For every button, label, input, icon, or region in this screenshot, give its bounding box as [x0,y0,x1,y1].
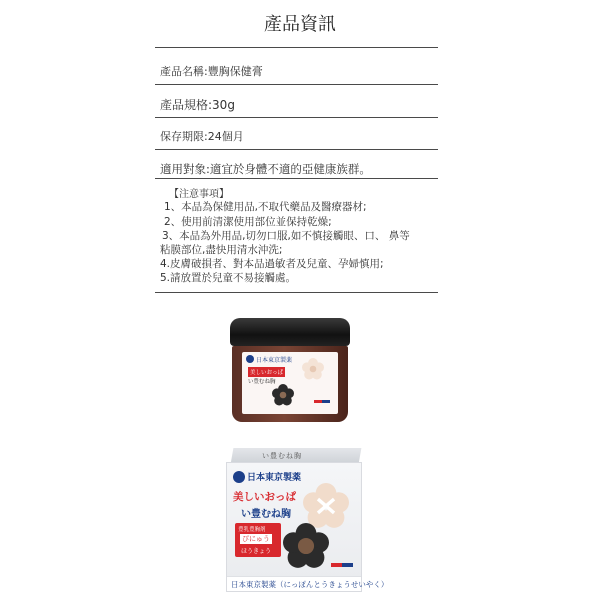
jar-title-tag: 美しいおっぱ [248,367,285,377]
product-spec: 產品規格:30g [160,98,235,112]
notice-line: 3、本品為外用品,切勿口服,如不慎接觸眼、口、 鼻等 [162,230,410,242]
box-bottom-band [227,576,389,591]
red-label-line-1: 豊乳豊胸剤 [238,527,266,533]
jar-label [242,352,338,414]
flag-stripe [331,563,353,567]
divider [155,47,438,48]
notice-line: 粘膜部位,盡快用清水沖洗; [160,244,283,256]
shelf-life: 保存期限:24個月 [160,130,244,143]
flower-icon [302,358,324,380]
product-jar-image [228,318,352,422]
divider [155,292,438,293]
notice-heading: 【注意事項】 [169,189,229,200]
page-title: 產品資訊 [264,14,336,35]
box-title: 美しいおっぱ [233,491,296,503]
notice-line: 1、本品為保健用品,不取代藥品及醫療器材; [164,201,367,213]
notice-line: 2、使用前清潔使用部位並保持乾燥; [164,216,332,228]
jar-body [232,346,348,422]
brand-seal-icon [233,471,245,483]
notice-line: 4.皮膚破損者、對本品過敏者及兒童、孕婦慎用; [160,258,384,270]
product-name: 產品名稱:豐胸保健膏 [160,65,263,78]
divider [155,149,438,150]
red-label-line-3: ほうきょう [241,548,272,555]
box-subtitle: い豊むね胸 [241,509,291,520]
divider [155,84,438,85]
product-box-image [222,448,389,590]
jar-lid [230,318,350,346]
box-front [226,462,389,592]
box-bottom-text: 日本東京製薬（にっぽんとうきょうせいやく） [231,580,389,589]
box-brand: 日本東京製薬 [247,473,302,483]
divider [155,178,438,179]
target-users: 適用對象:適宜於身體不適的亞健康族群。 [160,162,371,176]
red-label-line-2: ぴにゅう [242,535,270,543]
jar-subtitle: い豊むね胸 [248,379,276,385]
dark-flower-icon [272,384,294,406]
flag-stripe [314,400,330,403]
brand-seal-icon [246,355,254,363]
jar-brand: 日本東京製薬 [256,357,293,364]
box-top-text: い豊むね胸 [262,452,302,460]
notice-line: 5.請放置於兒童不易接觸處。 [160,272,297,284]
dark-flower-icon [283,523,329,569]
divider [155,117,438,118]
